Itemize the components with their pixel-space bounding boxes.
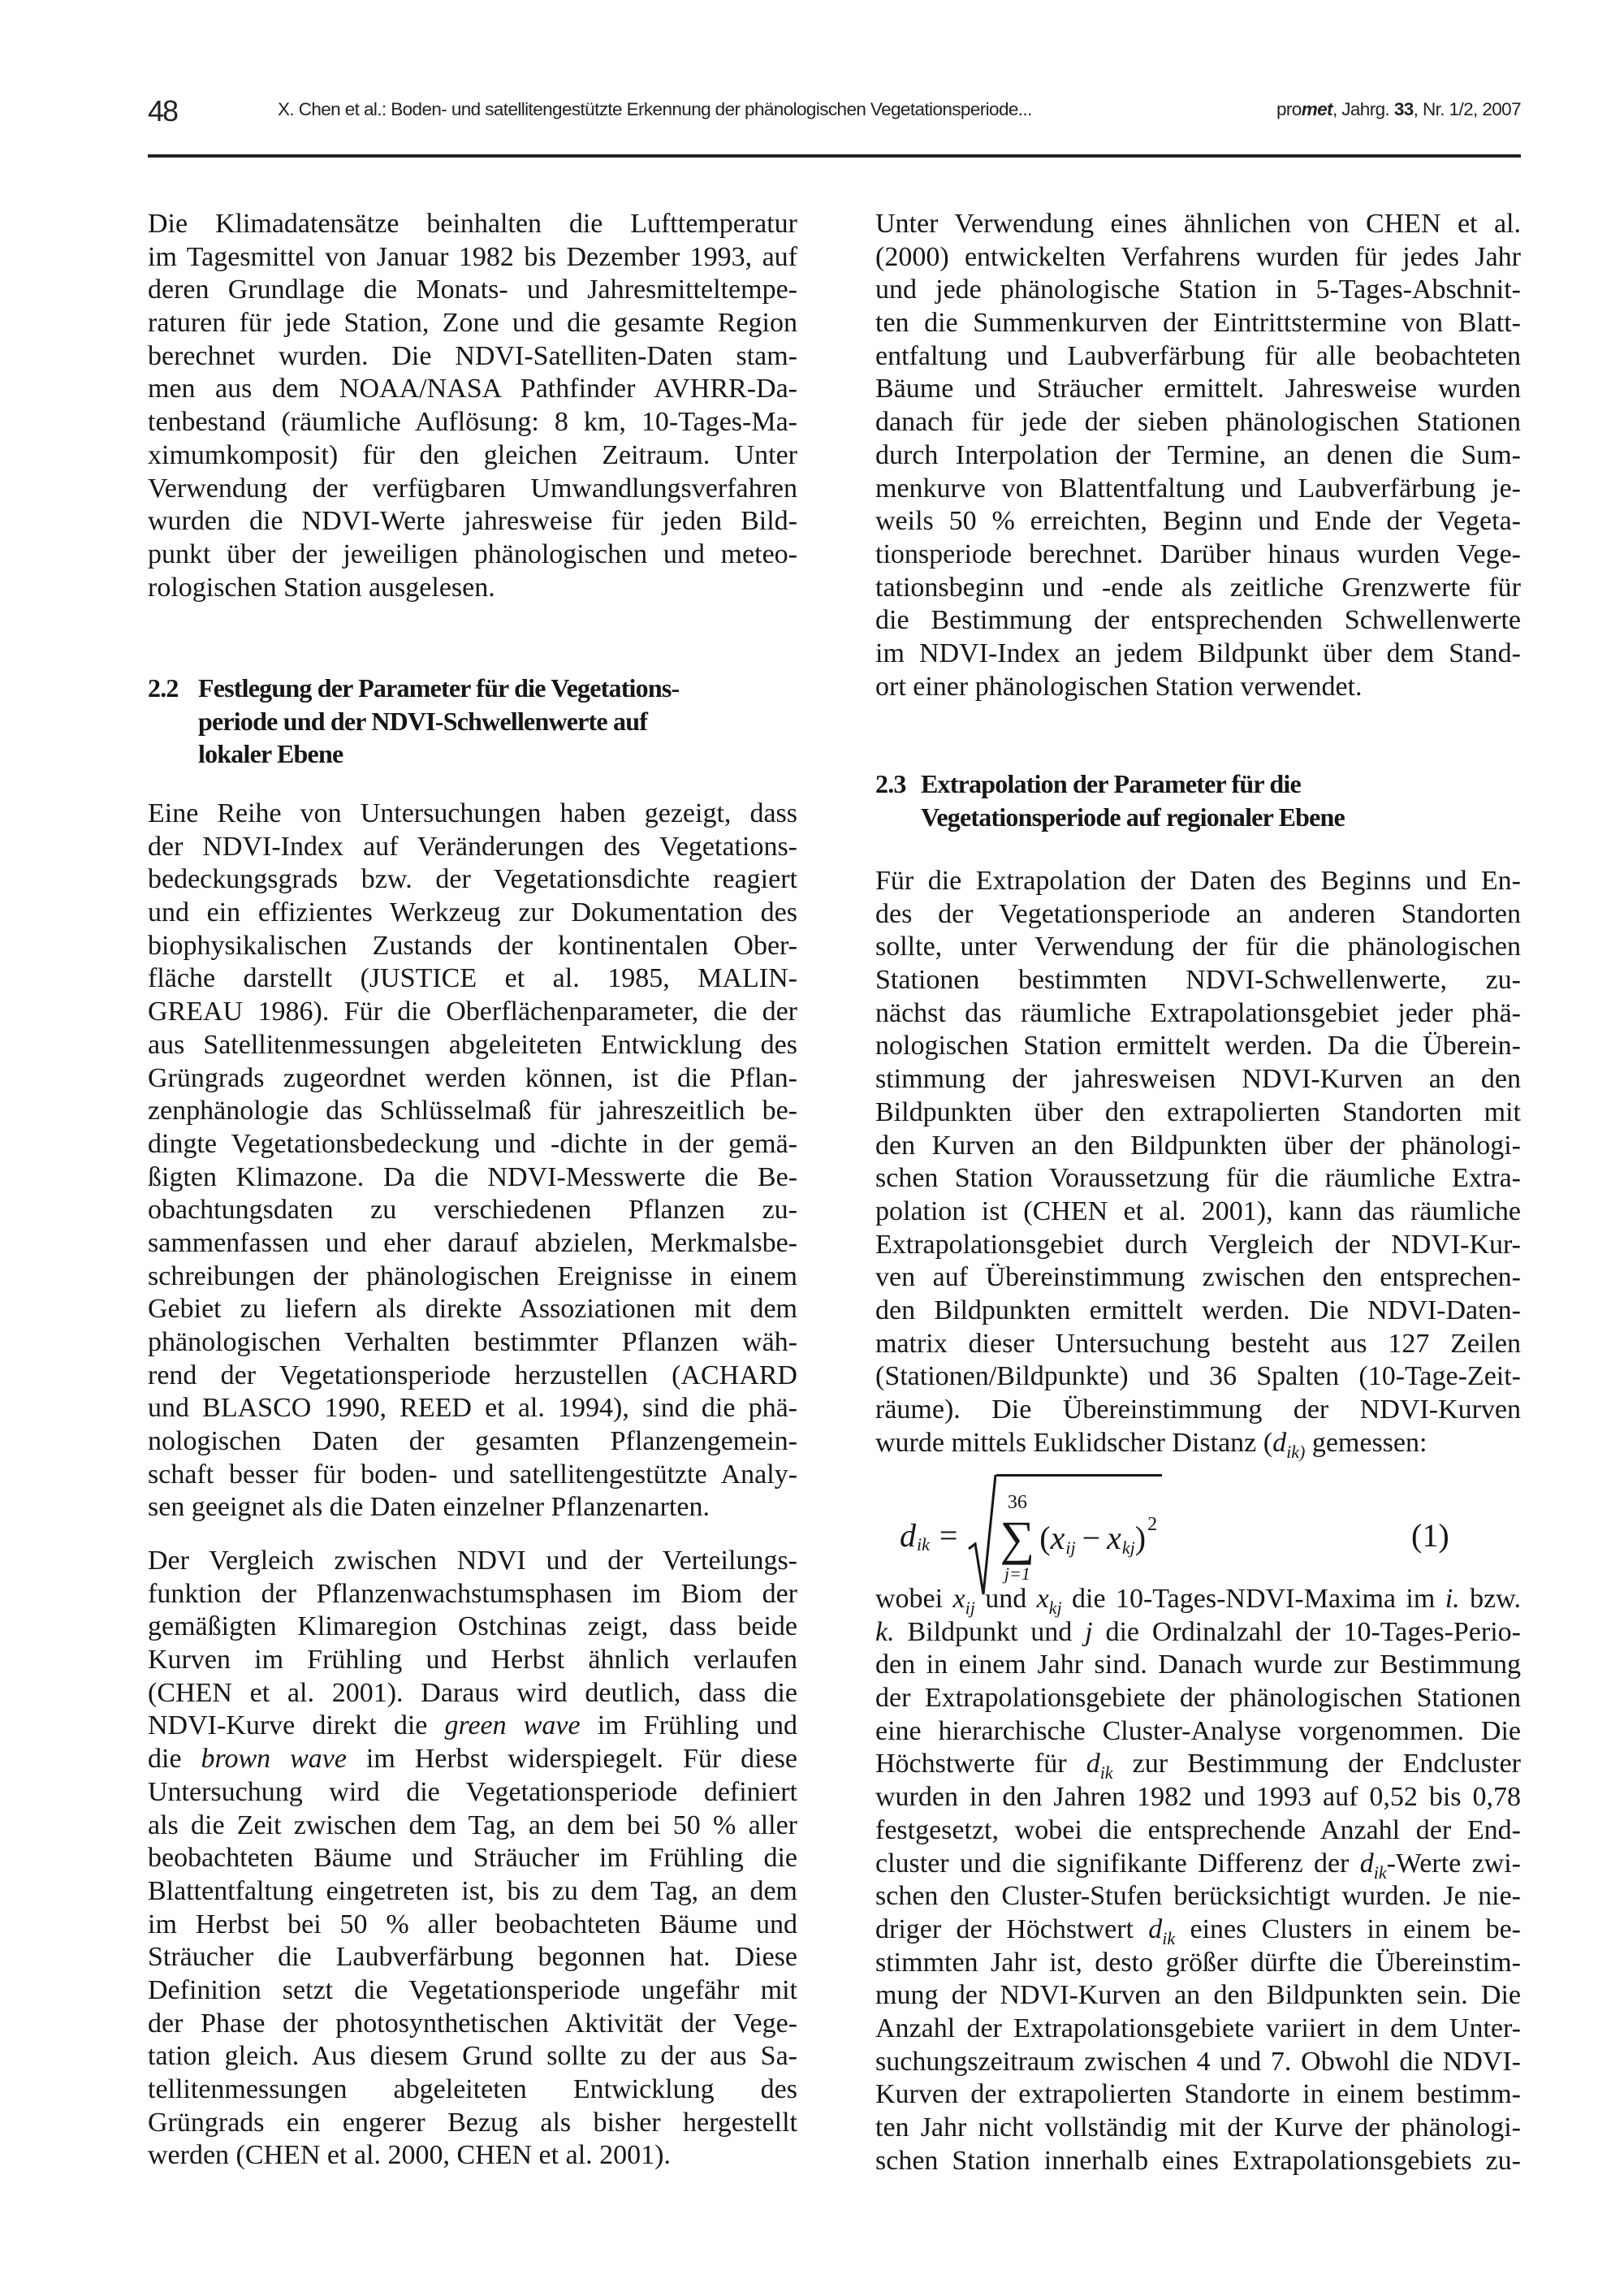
text-line-content: Stationen bestimmten NDVI-Schwellenwerte, zu- [875,965,1521,996]
text-line [875,473,1521,506]
text-line-content: schen Station innerhalb eines Extrapolationsgebiets zu- [875,2145,1521,2176]
text-line-content: Unter Verwendung eines ähnlichen von CHEN et al. [875,209,1521,239]
text-line [875,2013,1521,2046]
text-line [148,2008,797,2041]
text-line-content: rend der Vegetationsperiode herzustellen (ACHARD [148,1360,797,1390]
text-line [148,505,797,538]
header-rule [148,154,1521,158]
text-line [875,1682,1521,1715]
text-line-content: den Bildpunkten ermittelt werden. Die NDVI-Daten- [875,1295,1521,1325]
formula-lhs-sub: ik [917,1534,930,1554]
text-line-content: als die Zeit zwischen dem Tag, an dem bei 50 % aller [148,1810,797,1840]
text-line-content: der Extrapolationsgebiete der phänologischen Stationen [875,1683,1521,1714]
text-line [148,1644,797,1677]
text-line [148,1360,797,1393]
section-number: 2.2 [148,673,179,703]
formula-term [1039,1514,1158,1558]
text-line-content [875,1848,1521,1881]
journal-mid: , Jahrg. [1332,99,1394,119]
text-line [875,538,1521,572]
text-line [148,1776,797,1810]
text-line-content: und ein effizientes Werkzeug zur Dokumentation des [148,897,797,928]
text-line [148,2139,797,2173]
text-line [148,1710,797,1743]
text-line [148,1974,797,2008]
text-line [875,931,1521,964]
text-line [148,1611,797,1644]
text-line [875,208,1521,241]
text-line [875,638,1521,671]
formula-exponent: 2 [1147,1514,1158,1535]
text-line [875,1715,1521,1749]
summation [1000,1492,1034,1585]
text-segment: zur Bestimmung der Endcluster [1112,1749,1521,1779]
text-line [148,1227,797,1260]
text-line [875,1162,1521,1196]
journal-name-em: met [1301,99,1332,119]
text-line [148,831,797,864]
text-line-content [148,1710,797,1743]
text-line-content: matrix dieser Untersuchung besteht aus 127 Zeilen [875,1328,1521,1359]
text-line [875,1030,1521,1063]
text-line-content: zenphänologie das Schlüsselmaß für jahreszeitlich be- [148,1096,797,1126]
square-root [967,1474,1162,1596]
formula-x1: x [1050,1520,1065,1556]
section-heading-line: Extrapolation der Parameter für die [921,769,1301,798]
text-line-content: im Herbst bei 50 % aller beobachteten Bäume und [148,1909,797,1939]
text-line [148,1810,797,1843]
text-line-content: phänologischen Verhalten bestimmter Pflanzen wäh- [148,1327,797,1357]
text-line [148,2073,797,2107]
equation-body [900,1462,1162,1608]
text-line-content: gemäßigten Klimaregion Ostchinas zeigt, dass beide [148,1611,797,1642]
text-line [148,1326,797,1360]
text-line [148,897,797,930]
text-line-content: punkt über der jeweiligen phänologischen und meteo- [148,538,797,569]
text-line [148,1491,797,1524]
text-line [148,1425,797,1459]
formula-open-paren: ( [1039,1520,1051,1556]
text-line [875,241,1521,275]
text-line-content: sammenfassen und eher darauf abzielen, Merkmalsbe- [148,1227,797,1258]
text-line [148,1161,797,1195]
text-line-content: beobachteten Bäume und Sträucher im Frühling die [148,1843,797,1874]
running-title: X. Chen et al.: Boden- und satellitengestützte Erkennung der phänologischen Vegetationsperiode... [278,99,1032,119]
text-line [148,307,797,340]
text-line-content: wurden die NDVI-Werte jahresweise für jeden Bild- [148,506,797,537]
text-line [875,1848,1521,1881]
text-line [875,964,1521,997]
text-segment: driger der Höchstwert [875,1913,1149,1944]
text-line-content: im Tagesmittel von Januar 1982 bis Dezember 1993, auf [148,241,797,272]
text-line [875,898,1521,932]
text-line-content: fläche darstellt (JUSTICE et al. 1985, MALIN- [148,963,797,994]
subscript: ik [1099,1762,1113,1784]
formula-close-paren: ) [1134,1520,1147,1556]
text-line [148,1459,797,1492]
section-heading-line: lokaler Ebene [198,739,343,769]
text-line [148,1392,797,1425]
text-line-content [148,1743,797,1776]
text-line-content: raturen für jede Station, Zone und die gesamte Region [148,308,797,339]
text-line-content: schreibungen der phänologischen Ereignisse in einem [148,1260,797,1291]
paragraph [875,1583,1521,2177]
text-line-content: stimmung der jahresweisen NDVI-Kurven an den [875,1064,1521,1095]
text-line-content: schen den Cluster-Stufen berücksichtigt wurden. Je nie- [875,1881,1521,1912]
text-line [148,1293,797,1326]
text-line [148,930,797,963]
text-line-content: schen Station Voraussetzung für die räumliche Extra- [875,1163,1521,1194]
text-line [875,1196,1521,1229]
text-line [148,1128,797,1161]
text-line [875,1328,1521,1361]
italic-text: k. [875,1616,895,1647]
formula-minus: − [1082,1520,1101,1556]
text-line-content: Definition setzt die Vegetationsperiode ungefähr mit [148,1974,797,2005]
text-line-content: berechnet wurden. Die NDVI-Satelliten-Daten stam- [148,340,797,371]
text-line-content: tionsperiode berechnet. Darüber hinaus wurden Vege- [875,538,1521,569]
text-line [875,604,1521,638]
text-line-content: Bäume und Sträucher ermittelt. Jahresweise wurden [875,374,1521,404]
text-line-content: GREAU 1986). Für die Oberflächenparameter, die der [148,997,797,1027]
text-line-content: rologischen Station ausgelesen. [148,572,495,603]
text-line-content: deren Grundlage die Monats- und Jahresmitteltempe- [148,275,797,305]
paragraph [148,208,797,604]
text-line-content: ven auf Übereinstimmung zwischen den entsprechen- [875,1262,1521,1293]
text-line [875,2145,1521,2178]
text-line [148,1095,797,1128]
text-line-content: bedeckungsgrads bzw. der Vegetationsdichte reagiert [148,864,797,895]
text-line-content: Kurven im Frühling und Herbst ähnlich verlaufen [148,1645,797,1676]
text-line [875,865,1521,898]
text-line-content: funktion der Pflanzenwachstumsphasen im Biom der [148,1578,797,1609]
text-line-content: mung der NDVI-Kurven an den Bildpunkten sein. Die [875,1980,1521,2011]
formula-x2-sub: kj [1121,1537,1135,1558]
equation-1 [875,1462,1521,1608]
text-line-content: den in einem Jahr sind. Danach wurde zur Bestimmung [875,1650,1521,1680]
text-line-content: (2000) entwickelten Verfahrens wurden für jedes Jahr [875,241,1521,272]
text-line [148,1062,797,1096]
subscript: ik [1162,1927,1176,1948]
section-heading-line: Festlegung der Parameter für die Vegetations- [198,673,680,703]
italic-text: brown wave [201,1744,347,1775]
text-line [875,1427,1521,1460]
text-segment: cluster und die signifikante Differenz der [875,1848,1360,1879]
text-line-content: und jede phänologische Station in 5-Tages-Abschnit- [875,275,1521,305]
text-line-content: danach für jede der sieben phänologischen Stationen [875,407,1521,438]
text-line [148,798,797,831]
subscript: ik) [1286,1441,1306,1462]
text-line-content: und BLASCO 1990, REED et al. 1994), sind die phä- [148,1393,797,1424]
text-line-content: sen geeignet als die Daten einzelner Pflanzenarten. [148,1492,710,1523]
text-line [875,1360,1521,1394]
formula-equals: = [939,1516,958,1554]
subscript: ik [1373,1861,1387,1883]
text-line [148,373,797,406]
text-line [875,1394,1521,1427]
text-segment: wurde mittels Euklidscher Distanz ( [875,1427,1273,1458]
journal-citation [1276,99,1521,120]
text-line-content: Für die Extrapolation der Daten des Beginns und En- [875,866,1521,896]
text-line [148,996,797,1029]
text-line [148,340,797,374]
text-line-content: nologischen Daten der gesamten Pflanzengemein- [148,1426,797,1457]
italic-text: d [1359,1848,1374,1879]
text-line-content: suchungszeitraum zwischen 4 und 7. Obwohl die NDVI- [875,2046,1521,2077]
italic-text: d [1148,1913,1163,1944]
italic-text: x [952,1584,965,1614]
text-line-content: tation gleich. Aus diesem Grund sollte zu der aus Sa- [148,2041,797,2072]
text-line-content: Der Vergleich zwischen NDVI und der Verteilungs- [148,1546,797,1576]
equation-number: (1) [1411,1516,1449,1554]
text-segment: bzw. [1459,1584,1522,1614]
text-line-content: Grüngrads ein engerer Bezug als bisher hergestellt [148,2107,797,2138]
text-segment: Höchstwerte für [875,1749,1086,1779]
text-line [875,671,1521,704]
text-line [148,1875,797,1909]
text-line-content: schaft besser für boden- und satellitengestützte Analy- [148,1459,797,1490]
text-segment: die Ordinalzahl der 10-Tages-Perio- [1092,1616,1521,1647]
section-number: 2.3 [875,769,906,798]
text-line [875,1947,1521,1980]
text-line [148,538,797,572]
text-line [148,2107,797,2140]
text-line-content: (Stationen/Bildpunkte) und 36 Spalten (10-Tage-Zeit- [875,1361,1521,1392]
text-line [875,307,1521,340]
text-line-content: menkurve von Blattentfaltung und Laubverfärbung je- [875,473,1521,504]
text-line-content: Untersuchung wird die Vegetationsperiode definiert [148,1776,797,1807]
radicand [996,1474,1162,1596]
section-heading-line: periode und der NDVI-Schwellenwerte auf [198,706,648,736]
text-line [148,1842,797,1875]
text-line [148,274,797,307]
text-line [148,1029,797,1062]
text-line [875,1261,1521,1295]
text-line-content: aus Satellitenmessungen abgeleiteten Entwicklung des [148,1029,797,1060]
text-line [148,473,797,506]
text-line-content: biophysikalischen Zustands der kontinentalen Ober- [148,930,797,961]
text-line [148,962,797,996]
text-line [875,340,1521,374]
text-line [148,1260,797,1294]
text-line-content: tellitenmessungen abgeleiteten Entwicklung des [148,2074,797,2104]
italic-text: i. [1445,1584,1460,1614]
text-segment: NDVI-Kurve direkt die [148,1710,445,1741]
text-line [875,1616,1521,1650]
text-line [875,274,1521,307]
journal-issue: , Nr. 1/2, 2007 [1413,99,1521,119]
text-line-content: im NDVI-Index an jedem Bildpunkt über dem Stand- [875,638,1521,668]
paragraph [148,1545,797,2173]
text-line-content: Blattentfaltung eingetreten ist, bis zu dem Tag, an dem [148,1875,797,1906]
text-line [875,505,1521,538]
text-line [875,997,1521,1031]
text-line-content: Kurven der extrapolierten Standorte in einem bestimm- [875,2079,1521,2110]
text-line [148,439,797,473]
text-line-content: Extrapolationsgebiet durch Vergleich der NDVI-Kur- [875,1229,1521,1260]
text-line-content: obachtungsdaten zu verschiedenen Pflanzen zu- [148,1195,797,1226]
text-line [148,2040,797,2073]
text-line-content: men aus dem NOAA/NASA Pathfinder AVHRR-Da- [148,374,797,404]
text-line-content: Verwendung der verfügbaren Umwandlungsverfahren [148,473,797,504]
text-line-content: Gebiet zu liefern als direkte Assoziationen mit dem [148,1294,797,1325]
text-line [148,406,797,439]
text-segment: im Frühling und [580,1710,797,1741]
text-line-content: ten die Summenkurven der Eintrittstermine von Blatt- [875,308,1521,339]
text-segment: Bildpunkt und [894,1616,1086,1647]
formula-lhs-var: d [900,1516,916,1554]
text-line [875,1880,1521,1913]
text-line [148,1743,797,1776]
journal-name-pre: pro [1276,99,1302,119]
square-root-sign [967,1474,996,1596]
text-segment: wobei [875,1584,953,1614]
text-line [875,2046,1521,2079]
text-line-content: den Kurven an den Bildpunkten über der phänologi- [875,1130,1521,1161]
text-line-content: tenbestand (räumliche Auflösung: 8 km, 10-Tages-Ma- [148,407,797,438]
text-segment: im Herbst widerspiegelt. Für diese [346,1744,798,1775]
text-line-content: der NDVI-Index auf Veränderungen des Vegetations- [148,831,797,862]
formula-x1-sub: ij [1065,1537,1076,1558]
text-line-content: tationsbeginn und -ende als zeitliche Grenzwerte für [875,572,1521,603]
text-line [148,1194,797,1227]
text-line [875,1130,1521,1163]
text-line-content: Eine Reihe von Untersuchungen haben gezeigt, dass [148,798,797,828]
text-line-content: weils 50 % erreichten, Beginn und Ende der Vegeta- [875,506,1521,537]
text-line-content: ximumkomposit) für den gleichen Zeitraum. Unter [148,439,797,470]
text-line-content: Anzahl der Extrapolationsgebiete variiert in dem Unter- [875,2013,1521,2043]
text-line [148,1909,797,1942]
text-line-content: Grüngrads zugeordnet werden können, ist die Pflan- [148,1062,797,1093]
text-line-content: ort einer phänologischen Station verwendet. [875,671,1363,702]
text-line [875,1295,1521,1328]
subscript: kj [1048,1598,1062,1618]
text-segment: die 10-Tages-NDVI-Maxima im [1061,1584,1445,1614]
text-line [148,241,797,275]
text-line [875,1229,1521,1262]
text-line-content: eine hierarchische Cluster-Analyse vorgenommen. Die [875,1715,1521,1746]
text-line-content: werden (CHEN et al. 2000, CHEN et al. 2001). [148,2140,671,2171]
italic-text: d [1272,1427,1287,1458]
text-line-content: ten Jahr nicht vollständig mit der Kurve der phänologi- [875,2112,1521,2143]
page-number: 48 [148,94,178,128]
italic-text: green wave [444,1710,581,1741]
text-line-content: ßigten Klimazone. Da die NDVI-Messwerte die Be- [148,1161,797,1192]
formula-sum-upper: 36 [1007,1491,1027,1513]
text-line [875,1781,1521,1814]
text-line-content: wurden in den Jahren 1982 und 1993 auf 0,52 bis 0,78 [875,1782,1521,1813]
text-line [875,373,1521,406]
section-heading-line: Vegetationsperiode auf regionaler Ebene [921,802,1345,832]
text-line-content: (CHEN et al. 2001). Daraus wird deutlich, dass die [148,1677,797,1708]
text-line [875,406,1521,439]
text-line [875,1096,1521,1130]
text-line-content: polation ist (CHEN et al. 2001), kann das räumliche [875,1196,1521,1226]
text-line-content: nologischen Station ermittelt werden. Da die Überein- [875,1031,1521,1062]
text-line [148,1941,797,1974]
journal-volume: 33 [1393,99,1414,119]
text-line [148,1578,797,1611]
text-line [148,572,797,605]
italic-text: d [1086,1749,1100,1779]
text-line-content: nächst das räumliche Extrapolationsgebiet jeder phä- [875,997,1521,1028]
text-line-content: die Bestimmung der entsprechenden Schwellenwerte [875,605,1521,636]
text-line-content: durch Interpolation der Termine, an denen die Sum- [875,439,1521,470]
text-line-content: Sträucher die Laubverfärbung begonnen hat. Diese [148,1942,797,1973]
text-line-content: sollte, unter Verwendung der für die phänologischen [875,932,1521,962]
paragraph [875,865,1521,1462]
text-line-content: räume). Die Übereinstimmung der NDVI-Kurven [875,1394,1521,1425]
text-line [875,2078,1521,2112]
text-segment: -Werte zwi- [1386,1848,1521,1879]
text-line [875,1814,1521,1848]
text-segment: eines Clusters in einem be- [1175,1913,1521,1944]
text-line-content [875,1748,1521,1784]
formula-sum-symbol: ∑ [1000,1511,1035,1565]
text-line [875,1649,1521,1682]
text-line-content: festgesetzt, wobei die entsprechende Anzahl der End- [875,1814,1521,1845]
italic-text: j [1085,1616,1093,1647]
formula-x2: x [1107,1520,1121,1556]
text-line-content: Die Klimadatensätze beinhalten die Lufttemperatur [148,209,797,239]
text-line-content: Bildpunkten über den extrapolierten Standorten mit [875,1096,1521,1127]
text-line [875,439,1521,473]
text-line [875,1979,1521,2013]
text-line-content: der Phase der photosynthetischen Aktivität der Vege- [148,2008,797,2039]
text-line [875,2112,1521,2145]
text-line [148,863,797,897]
text-segment: gemessen: [1305,1427,1427,1458]
text-line-content [875,1913,1521,1947]
text-segment: die [148,1744,201,1775]
formula-sum-lower: j=1 [1004,1563,1030,1584]
paragraph [148,798,797,1524]
text-line [148,208,797,241]
text-line-content [875,1616,1521,1650]
text-line [875,1913,1521,1947]
text-line [148,1545,797,1578]
text-line [875,1748,1521,1784]
text-line-content: dingte Vegetationsbedeckung und -dichte in der gemä- [148,1128,797,1159]
text-line [875,1063,1521,1096]
text-line-content: stimmten Jahr ist, desto größer dürfte die Übereinstim- [875,1947,1521,1978]
italic-text: x [1036,1584,1049,1614]
text-line [148,1677,797,1710]
paragraph [875,208,1521,703]
subscript: ij [965,1598,975,1618]
text-segment: und [974,1584,1037,1614]
text-line [875,572,1521,605]
text-line-content: entfaltung und Laubverfärbung für alle beobachteten [875,340,1521,371]
text-line-content: des der Vegetationsperiode an anderen Standorten [875,898,1521,929]
text-line-content [875,1427,1427,1460]
